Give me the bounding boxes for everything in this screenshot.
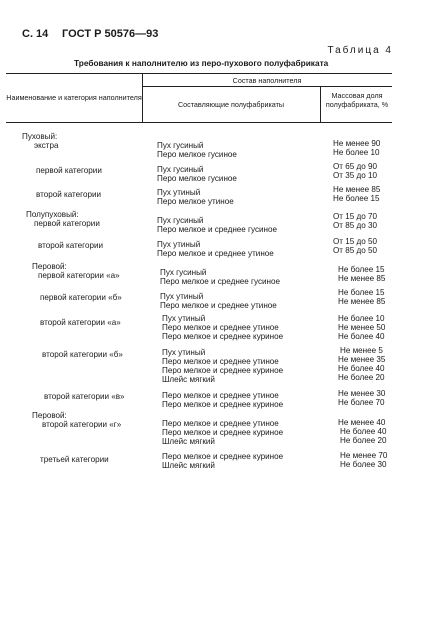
row-mass-value: От 65 до 90: [333, 162, 377, 171]
row-component: Перо мелкое и среднее утиное: [157, 249, 274, 258]
row-name-line: второй категории: [36, 190, 101, 199]
column-header-components: Составляющие полуфабрикаты: [177, 100, 285, 109]
row-mass-value: От 35 до 10: [333, 171, 377, 180]
row-mass-value: От 15 до 50: [333, 237, 377, 246]
row-component: Пух утиный: [162, 314, 206, 323]
row-component: Перо мелкое и среднее утиное: [162, 419, 279, 428]
row-component: Перо мелкое и среднее гусиное: [157, 225, 278, 234]
standard-code: ГОСТ Р 50576—93: [62, 28, 159, 40]
table-caption: Требования к наполнителю из перо-пухового полуфабриката: [74, 58, 329, 68]
row-name-line: Перовой:: [32, 262, 67, 271]
row-component: Шлейс мягкий: [162, 461, 215, 470]
row-component: Перо мелкое гусиное: [157, 150, 237, 159]
row-mass-value: Не менее 85: [338, 274, 386, 283]
row-component: Шлейс мягкий: [162, 437, 215, 446]
page-number: С. 14: [22, 28, 49, 40]
row-component: Перо мелкое и среднее куриное: [162, 428, 284, 437]
row-name-line: первой категории «б»: [40, 293, 122, 302]
row-name-line: второй категории «а»: [40, 318, 121, 327]
row-mass-value: От 15 до 70: [333, 212, 377, 221]
row-component: Перо мелкое и среднее куриное: [162, 452, 284, 461]
row-component: Пух гусиный: [157, 141, 204, 150]
row-name-line: Полупуховый:: [26, 210, 79, 219]
row-name-line: Перовой:: [32, 411, 67, 420]
column-divider-2: [320, 86, 321, 123]
row-component: Перо мелкое и среднее утиное: [162, 357, 279, 366]
row-mass-value: Не более 15: [338, 265, 385, 274]
row-name-line: третьей категории: [40, 455, 109, 464]
row-mass-value: Не менее 5: [340, 346, 383, 355]
row-mass-value: Не более 70: [338, 398, 385, 407]
row-mass-value: Не более 40: [338, 332, 385, 341]
row-component: Пух гусиный: [157, 165, 204, 174]
row-name-line: экстра: [34, 141, 59, 150]
row-component: Шлейс мягкий: [162, 375, 215, 384]
table-top-rule: [6, 73, 392, 74]
row-component: Пух утиный: [157, 240, 201, 249]
column-header-mass-share: Массовая доля полуфабриката, %: [325, 91, 389, 109]
row-name-line: второй категории «г»: [42, 420, 122, 429]
row-mass-value: Не более 30: [340, 460, 387, 469]
row-mass-value: Не более 40: [340, 427, 387, 436]
row-mass-value: Не более 20: [338, 373, 385, 382]
row-component: Перо мелкое и среднее утиное: [160, 301, 277, 310]
row-mass-value: Не менее 70: [340, 451, 388, 460]
row-component: Перо мелкое и среднее утиное: [162, 391, 279, 400]
row-name-line: второй категории: [38, 241, 103, 250]
row-mass-value: От 85 до 50: [333, 246, 377, 255]
row-component: Перо мелкое и среднее утиное: [162, 323, 279, 332]
row-component: Пух гусиный: [157, 216, 204, 225]
row-name-line: первой категории: [34, 219, 100, 228]
row-component: Перо мелкое утиное: [157, 197, 234, 206]
row-mass-value: Не менее 40: [338, 418, 386, 427]
row-component: Перо мелкое и среднее куриное: [162, 400, 284, 409]
row-name-line: первой категории «а»: [38, 271, 120, 280]
row-component: Пух утиный: [162, 348, 206, 357]
table-number: Таблица 4: [327, 45, 393, 56]
row-name-line: первой категории: [36, 166, 102, 175]
row-mass-value: Не менее 30: [338, 389, 386, 398]
row-mass-value: Не менее 85: [333, 185, 381, 194]
row-name-line: второй категории «в»: [44, 392, 125, 401]
row-component: Пух утиный: [157, 188, 201, 197]
row-name-line: второй категории «б»: [42, 350, 123, 359]
header-bottom-rule: [6, 122, 392, 123]
row-mass-value: Не более 40: [338, 364, 385, 373]
row-mass-value: От 85 до 30: [333, 221, 377, 230]
row-component: Перо мелкое и среднее куриное: [162, 366, 284, 375]
row-mass-value: Не менее 50: [338, 323, 386, 332]
column-header-composition: Состав наполнителя: [232, 76, 302, 85]
row-mass-value: Не менее 90: [333, 139, 381, 148]
row-component: Пух утиный: [160, 292, 204, 301]
row-component: Пух гусиный: [160, 268, 207, 277]
row-component: Перо мелкое гусиное: [157, 174, 237, 183]
row-mass-value: Не более 15: [333, 194, 380, 203]
row-mass-value: Не более 10: [333, 148, 380, 157]
row-mass-value: Не более 15: [338, 288, 385, 297]
row-mass-value: Не более 10: [338, 314, 385, 323]
subheader-rule: [142, 86, 392, 87]
row-component: Перо мелкое и среднее гусиное: [160, 277, 281, 286]
row-name-line: Пуховый:: [22, 132, 58, 141]
column-header-name: Наименование и категория наполнителя: [6, 93, 142, 102]
row-mass-value: Не более 20: [340, 436, 387, 445]
row-mass-value: Не менее 85: [338, 297, 386, 306]
row-mass-value: Не менее 35: [338, 355, 386, 364]
row-component: Перо мелкое и среднее куриное: [162, 332, 284, 341]
